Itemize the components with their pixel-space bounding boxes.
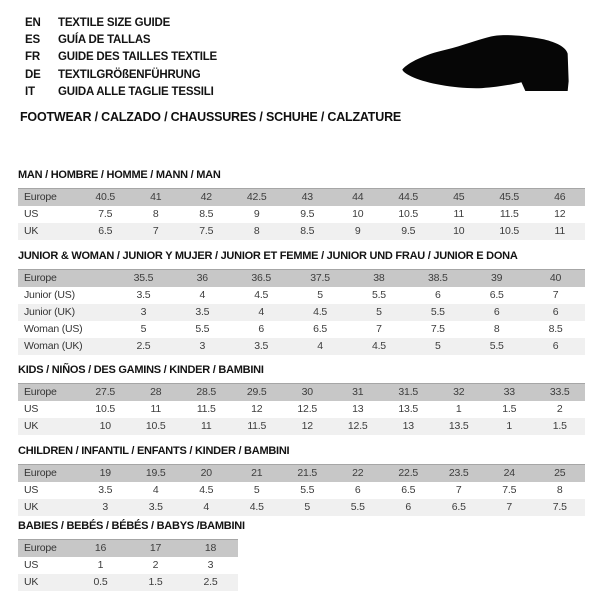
- size-cell: 3.5: [254, 340, 269, 352]
- size-cell: 19.5: [145, 467, 166, 480]
- size-cell: 3.5: [195, 306, 210, 318]
- size-cell: 40.5: [95, 191, 116, 204]
- size-table-section: [18, 364, 585, 432]
- size-cell: 6.5: [451, 501, 466, 513]
- size-cell: 29.5: [246, 386, 267, 399]
- size-table: [18, 464, 585, 516]
- size-cell: 7.5: [199, 225, 214, 237]
- row-label: US: [24, 208, 39, 220]
- language-list: [25, 14, 217, 100]
- size-cell: 19: [99, 467, 111, 480]
- size-cell: 33: [503, 386, 515, 399]
- size-cell: 9.5: [401, 225, 416, 237]
- size-cell: 1: [455, 403, 462, 415]
- size-cell: 12: [251, 403, 263, 415]
- size-cell: 7: [152, 225, 159, 237]
- size-cell: 9: [354, 225, 361, 237]
- size-cell: 5: [253, 484, 260, 496]
- language-code: FR: [25, 51, 40, 64]
- size-cell: 5.5: [371, 289, 386, 301]
- size-cell: 32: [453, 386, 465, 399]
- size-cell: 4: [152, 484, 159, 496]
- table-row: [18, 321, 585, 338]
- size-cell: 6: [493, 306, 500, 318]
- language-label: GUIDE DES TAILLES TEXTILE: [58, 51, 217, 64]
- size-cell: 5.5: [195, 323, 210, 335]
- size-cell: 27.5: [95, 386, 116, 399]
- size-cell: 5: [434, 340, 441, 352]
- size-cell: 5: [317, 289, 323, 301]
- language-label: TEXTILGRÖßENFÜHRUNG: [58, 68, 201, 81]
- table-row: [18, 499, 585, 516]
- size-cell: 6: [552, 340, 559, 352]
- size-table: [18, 188, 585, 240]
- size-cell: 12.5: [347, 420, 368, 432]
- size-cell: 38: [373, 272, 385, 285]
- size-cell: 20: [200, 467, 212, 480]
- size-cell: 2.5: [136, 340, 151, 352]
- size-cell: 44: [352, 191, 364, 204]
- size-cell: 5: [304, 501, 311, 513]
- size-cell: 44.5: [398, 191, 419, 204]
- row-label: UK: [24, 420, 39, 432]
- table-title: CHILDREN / INFANTIL / ENFANTS / KINDER / BAMBINI: [18, 445, 290, 457]
- table-row: [18, 223, 585, 240]
- size-cell: 8.5: [199, 208, 214, 220]
- size-cell: 21.5: [297, 467, 318, 480]
- row-label: UK: [24, 576, 39, 588]
- size-cell: 8.5: [548, 323, 563, 335]
- size-cell: 16: [94, 542, 107, 555]
- size-cell: 4.5: [371, 340, 386, 352]
- size-cell: 1: [506, 420, 513, 432]
- language-row-es: [25, 31, 217, 48]
- size-cell: 43: [301, 191, 313, 204]
- size-cell: 33.5: [549, 386, 570, 399]
- size-cell: 11.5: [499, 208, 519, 220]
- size-cell: 5.5: [430, 306, 445, 318]
- size-cell: 42.5: [246, 191, 267, 204]
- size-table: [18, 269, 585, 355]
- size-table-section: [18, 445, 585, 513]
- size-cell: 6.5: [313, 323, 328, 335]
- language-label: GUIDA ALLE TAGLIE TESSILI: [58, 85, 214, 98]
- size-cell: 36.5: [251, 272, 271, 285]
- language-row-fr: [25, 49, 217, 66]
- size-cell: 31.5: [398, 386, 419, 399]
- size-cell: 1: [97, 559, 104, 571]
- size-cell: 5: [140, 323, 147, 335]
- size-cell: 42: [200, 191, 212, 204]
- row-label: US: [24, 484, 39, 496]
- table-row: [18, 465, 585, 482]
- size-cell: 17: [149, 542, 162, 555]
- size-cell: 28.5: [196, 386, 217, 399]
- table-row: [18, 401, 585, 418]
- table-row: [18, 540, 238, 557]
- row-label: Woman (UK): [24, 340, 83, 352]
- size-cell: 9.5: [300, 208, 315, 220]
- table-row: [18, 482, 585, 499]
- row-label: Junior (UK): [24, 306, 75, 318]
- size-table: [18, 539, 238, 591]
- size-cell: 6: [258, 323, 264, 335]
- size-cell: 1.5: [502, 403, 517, 415]
- dress-shoe-icon: [398, 33, 574, 94]
- table-row: [18, 418, 585, 435]
- size-table-section: [18, 169, 585, 237]
- size-cell: 13.5: [448, 420, 469, 432]
- size-cell: 35.5: [133, 272, 154, 285]
- size-cell: 12: [301, 420, 313, 432]
- size-cell: 1.5: [552, 420, 567, 432]
- size-cell: 0.5: [93, 576, 108, 588]
- size-cell: 3: [207, 559, 214, 571]
- row-label: Europe: [24, 386, 57, 399]
- size-cell: 12.5: [297, 403, 318, 415]
- size-table-section: [18, 250, 585, 352]
- size-table: [18, 383, 585, 435]
- row-label: Europe: [24, 191, 57, 204]
- size-cell: 8: [152, 208, 159, 220]
- language-row-de: [25, 66, 217, 83]
- category-title: FOOTWEAR / CALZADO / CHAUSSURES / SCHUHE / CALZATURE: [20, 110, 402, 124]
- size-cell: 18: [204, 542, 217, 555]
- language-label: GUÍA DE TALLAS: [58, 33, 151, 46]
- size-cell: 45: [453, 191, 465, 204]
- language-code: DE: [25, 68, 41, 81]
- size-cell: 11: [150, 403, 161, 415]
- size-cell: 10: [352, 208, 364, 220]
- size-cell: 24: [503, 467, 515, 480]
- size-cell: 11: [554, 225, 565, 237]
- size-cell: 40: [549, 272, 562, 285]
- language-label: TEXTILE SIZE GUIDE: [58, 16, 171, 29]
- size-cell: 45.5: [499, 191, 520, 204]
- size-cell: 6.5: [489, 289, 504, 301]
- size-cell: 22.5: [398, 467, 419, 480]
- size-cell: 36: [196, 272, 208, 285]
- size-cell: 28: [150, 386, 162, 399]
- table-title: MAN / HOMBRE / HOMME / MANN / MAN: [18, 169, 221, 181]
- table-row: [18, 287, 585, 304]
- size-cell: 12: [554, 208, 566, 220]
- size-cell: 10.5: [499, 225, 520, 237]
- size-cell: 5.5: [300, 484, 315, 496]
- size-cell: 6: [405, 501, 412, 513]
- size-cell: 2.5: [203, 576, 218, 588]
- size-cell: 10.5: [145, 420, 166, 432]
- size-cell: 13: [402, 420, 414, 432]
- size-cell: 41: [150, 191, 162, 204]
- size-cell: 7.5: [98, 208, 113, 220]
- table-title: JUNIOR & WOMAN / JUNIOR Y MUJER / JUNIOR ET FEMME / JUNIOR UND FRAU / JUNIOR E DONA: [18, 250, 518, 262]
- size-cell: 10: [453, 225, 465, 237]
- size-cell: 4.5: [249, 501, 264, 513]
- size-cell: 7.5: [552, 501, 567, 513]
- size-cell: 4: [203, 501, 210, 513]
- size-cell: 11.5: [247, 420, 267, 432]
- size-cell: 7: [376, 323, 382, 335]
- size-cell: 7.5: [502, 484, 517, 496]
- row-label: Europe: [24, 542, 57, 555]
- size-cell: 10: [99, 420, 111, 432]
- size-cell: 5: [376, 306, 382, 318]
- size-cell: 3: [199, 340, 206, 352]
- table-title: BABIES / BEBÉS / BÉBÉS / BABYS /BAMBINI: [18, 520, 245, 532]
- size-cell: 23.5: [448, 467, 469, 480]
- size-cell: 4: [258, 306, 264, 318]
- size-cell: 11: [201, 420, 212, 432]
- size-cell: 1.5: [148, 576, 163, 588]
- row-label: Woman (US): [24, 323, 83, 335]
- size-cell: 6.5: [401, 484, 416, 496]
- size-cell: 5.5: [489, 340, 504, 352]
- size-cell: 5.5: [350, 501, 365, 513]
- size-cell: 6: [354, 484, 361, 496]
- size-cell: 6: [434, 289, 441, 301]
- size-cell: 11.5: [196, 403, 216, 415]
- size-cell: 2: [152, 559, 159, 571]
- language-row-en: [25, 14, 217, 31]
- size-cell: 8: [556, 484, 563, 496]
- size-cell: 2: [556, 403, 563, 415]
- language-code: EN: [25, 16, 41, 29]
- size-cell: 7: [506, 501, 513, 513]
- table-row: [18, 574, 238, 591]
- size-cell: 31: [352, 386, 364, 399]
- size-cell: 7.5: [430, 323, 445, 335]
- size-cell: 4: [199, 289, 206, 301]
- table-title: KIDS / NIÑOS / DES GAMINS / KINDER / BAMBINI: [18, 364, 264, 376]
- table-row: [18, 189, 585, 206]
- size-cell: 10.5: [398, 208, 419, 220]
- size-cell: 4.5: [313, 306, 328, 318]
- size-cell: 6.5: [98, 225, 113, 237]
- size-cell: 3: [102, 501, 109, 513]
- size-cell: 3: [140, 306, 147, 318]
- size-cell: 13: [352, 403, 364, 415]
- row-label: Europe: [24, 272, 57, 285]
- language-code: ES: [25, 33, 40, 46]
- size-cell: 25: [554, 467, 566, 480]
- language-code: IT: [25, 85, 35, 98]
- size-cell: 7: [552, 289, 559, 301]
- table-row: [18, 384, 585, 401]
- size-cell: 13.5: [398, 403, 419, 415]
- size-cell: 30: [301, 386, 313, 399]
- size-cell: 8: [493, 323, 500, 335]
- size-cell: 4.5: [254, 289, 269, 301]
- size-cell: 7: [455, 484, 462, 496]
- size-cell: 37.5: [310, 272, 330, 285]
- size-cell: 39: [491, 272, 503, 285]
- size-cell: 3.5: [148, 501, 163, 513]
- row-label: UK: [24, 501, 39, 513]
- size-cell: 11: [453, 208, 464, 220]
- size-cell: 38.5: [427, 272, 448, 285]
- size-cell: 9: [253, 208, 260, 220]
- size-cell: 46: [554, 191, 566, 204]
- size-cell: 4: [317, 340, 323, 352]
- row-label: UK: [24, 225, 39, 237]
- size-cell: 22: [352, 467, 364, 480]
- table-row: [18, 206, 585, 223]
- size-cell: 3.5: [98, 484, 113, 496]
- row-label: Junior (US): [24, 289, 75, 301]
- size-cell: 6: [552, 306, 559, 318]
- size-cell: 8: [253, 225, 260, 237]
- row-label: US: [24, 559, 39, 571]
- size-cell: 10.5: [95, 403, 116, 415]
- size-cell: 8.5: [300, 225, 315, 237]
- size-cell: 3.5: [136, 289, 151, 301]
- size-cell: 21: [251, 467, 263, 480]
- language-row-it: [25, 83, 217, 100]
- size-cell: 4.5: [199, 484, 214, 496]
- size-table-section: [18, 520, 585, 588]
- table-row: [18, 338, 585, 355]
- table-row: [18, 304, 585, 321]
- row-label: Europe: [24, 467, 57, 480]
- table-row: [18, 557, 238, 574]
- table-row: [18, 270, 585, 287]
- row-label: US: [24, 403, 39, 415]
